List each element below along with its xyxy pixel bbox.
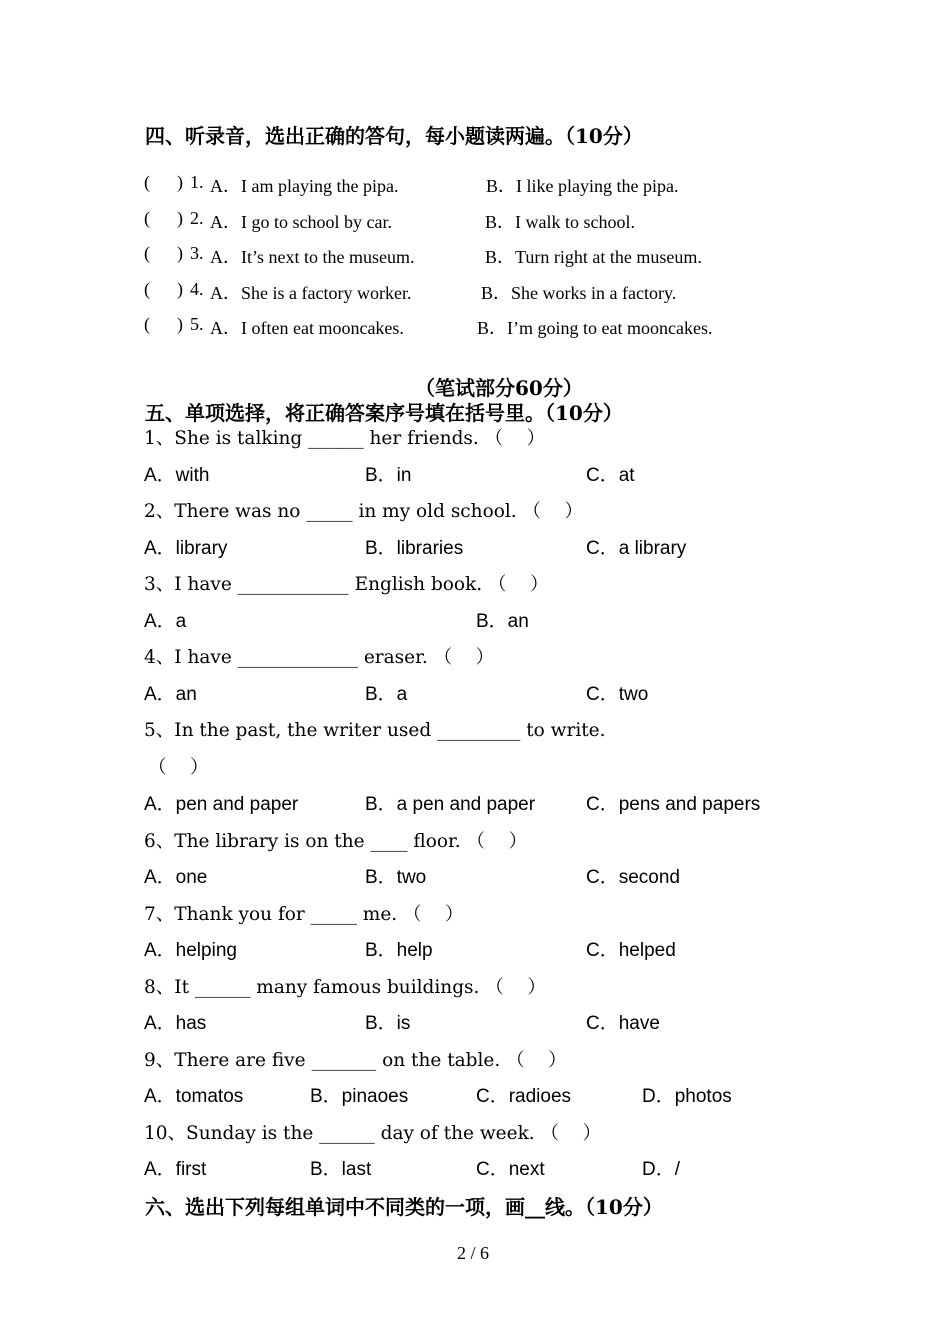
section-4-heading: 四、听录音，选出正确的答句，每小题读两遍。（10分）: [145, 124, 643, 148]
listening-item-1-option-b: B．I like playing the pipa.: [486, 176, 679, 196]
page-number: 2 / 6: [457, 1243, 490, 1263]
listening-item-4-number: 4.: [190, 279, 204, 299]
question-5-option-c[interactable]: C．pens and papers: [586, 794, 761, 815]
question-6-option-a[interactable]: A．one: [144, 867, 208, 888]
question-3-option-a[interactable]: A．a: [144, 611, 187, 632]
written-part-title: （笔试部分60分）: [415, 376, 583, 400]
listening-item-3-option-a: A．It’s next to the museum.: [210, 247, 415, 267]
question-7-option-a[interactable]: A．helping: [144, 940, 237, 961]
question-3-option-b[interactable]: B．an: [476, 611, 529, 632]
question-5-text: 5、In the past, the writer used _________ to write.: [144, 720, 606, 741]
question-10-text: 10、Sunday is the ______ day of the week. （ ）: [144, 1123, 602, 1144]
listening-item-1-bracket[interactable]: ( ): [144, 172, 183, 192]
question-10-option-b[interactable]: B．last: [310, 1159, 372, 1180]
question-9-text: 9、There are five _______ on the table. （ ）: [144, 1050, 567, 1071]
question-8-text: 8、It ______ many famous buildings. （ ）: [144, 977, 546, 998]
listening-item-5-number: 5.: [190, 314, 204, 334]
section-6-heading: 六、选出下列每组单词中不同类的一项，画__线。（10分）: [145, 1195, 663, 1219]
question-9-option-a[interactable]: A．tomatos: [144, 1086, 244, 1107]
listening-item-2-number: 2.: [190, 208, 204, 228]
listening-item-4-option-b: B．She works in a factory.: [481, 283, 677, 303]
question-1-option-b[interactable]: B．in: [365, 465, 412, 486]
listening-item-3-number: 3.: [190, 243, 204, 263]
question-2-option-a[interactable]: A．library: [144, 538, 228, 559]
question-4-option-c[interactable]: C．two: [586, 684, 649, 705]
listening-item-5-option-a: A．I often eat mooncakes.: [210, 318, 404, 338]
listening-item-3-option-b: B．Turn right at the museum.: [485, 247, 702, 267]
question-7-option-c[interactable]: C．helped: [586, 940, 676, 961]
listening-item-5-option-b: B．I’m going to eat mooncakes.: [477, 318, 713, 338]
question-8-option-b[interactable]: B．is: [365, 1013, 411, 1034]
question-10-option-d[interactable]: D．/: [642, 1159, 681, 1180]
question-7-option-b[interactable]: B．help: [365, 940, 433, 961]
listening-item-3-bracket[interactable]: ( ): [144, 243, 183, 263]
listening-item-1-option-a: A．I am playing the pipa.: [210, 176, 399, 196]
question-2-option-c[interactable]: C．a library: [586, 538, 687, 559]
question-9-option-b[interactable]: B．pinaoes: [310, 1086, 409, 1107]
listening-item-2-option-a: A．I go to school by car.: [210, 212, 392, 232]
question-2-option-b[interactable]: B．libraries: [365, 538, 464, 559]
question-9-option-c[interactable]: C．radioes: [476, 1086, 572, 1107]
question-9-option-d[interactable]: D．photos: [642, 1086, 732, 1107]
question-7-text: 7、Thank you for _____ me. （ ）: [144, 904, 464, 925]
listening-item-1-number: 1.: [190, 172, 204, 192]
question-8-option-c[interactable]: C．have: [586, 1013, 660, 1034]
question-1-option-a[interactable]: A．with: [144, 465, 210, 486]
question-8-option-a[interactable]: A．has: [144, 1013, 207, 1034]
question-1-text: 1、She is talking ______ her friends. （ ）: [144, 428, 546, 449]
listening-item-4-bracket[interactable]: ( ): [144, 279, 183, 299]
listening-item-4-option-a: A．She is a factory worker.: [210, 283, 412, 303]
question-1-option-c[interactable]: C．at: [586, 465, 635, 486]
question-4-option-b[interactable]: B．a: [365, 684, 408, 705]
listening-item-2-bracket[interactable]: ( ): [144, 208, 183, 228]
listening-item-5-bracket[interactable]: ( ): [144, 314, 183, 334]
question-5-option-a[interactable]: A．pen and paper: [144, 794, 299, 815]
question-10-option-c[interactable]: C．next: [476, 1159, 545, 1180]
question-10-option-a[interactable]: A．first: [144, 1159, 207, 1180]
question-5-answer-bracket[interactable]: （ ）: [148, 757, 209, 778]
question-4-option-a[interactable]: A．an: [144, 684, 197, 705]
question-4-text: 4、I have _____________ eraser. （ ）: [144, 647, 495, 668]
question-6-option-b[interactable]: B．two: [365, 867, 427, 888]
question-6-text: 6、The library is on the ____ floor. （ ）: [144, 831, 528, 852]
question-5-option-b[interactable]: B．a pen and paper: [365, 794, 536, 815]
question-3-text: 3、I have ____________ English book. （ ）: [144, 574, 549, 595]
question-6-option-c[interactable]: C．second: [586, 867, 680, 888]
listening-item-2-option-b: B．I walk to school.: [485, 212, 635, 232]
section-5-heading: 五、单项选择，将正确答案序号填在括号里。（10分）: [145, 401, 623, 425]
question-2-text: 2、There was no _____ in my old school. （ ）: [144, 501, 584, 522]
